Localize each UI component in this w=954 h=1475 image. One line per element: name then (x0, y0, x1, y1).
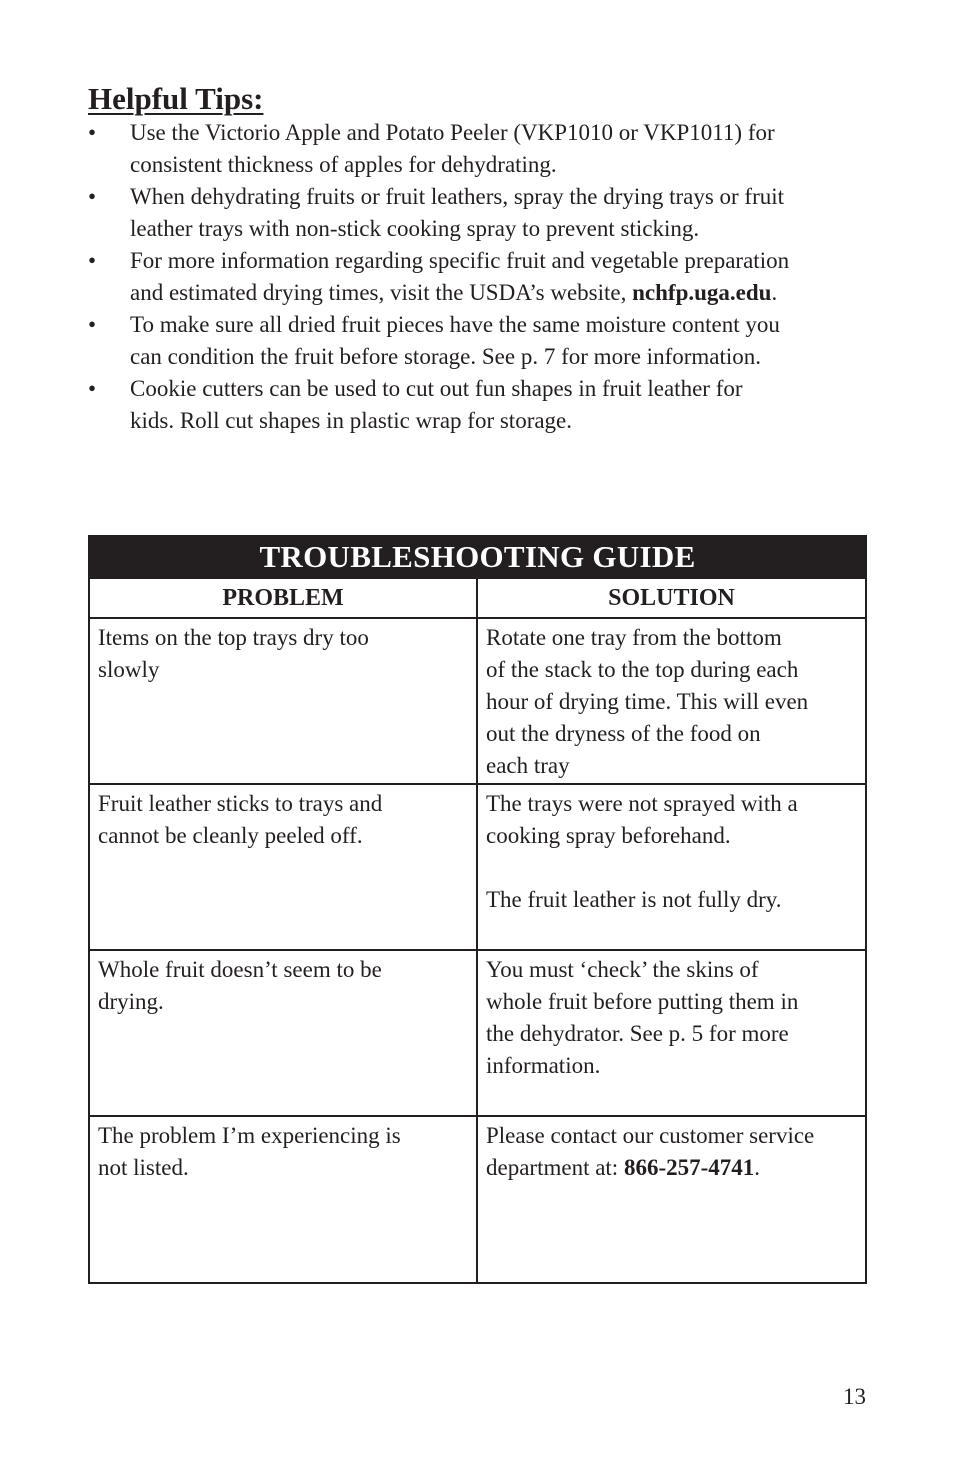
troubleshooting-guide-title: TROUBLESHOOTING GUIDE (90, 535, 865, 579)
solution-column-header: SOLUTION (478, 579, 865, 619)
problem-cell (90, 951, 478, 1117)
cell-text-line: the dehydrator. See p. 5 for more (486, 1021, 789, 1046)
bullet-icon: • (88, 312, 97, 337)
cell-text-line: You must ‘check’ the skins of (486, 957, 759, 982)
usda-website-link[interactable]: nchfp.uga.edu (632, 280, 772, 305)
tip-text-line: To make sure all dried fruit pieces have the same moisture content you (130, 312, 780, 337)
solution-cell (478, 785, 865, 951)
solution-cell (478, 619, 865, 785)
cell-text-line: cooking spray beforehand. (486, 823, 731, 848)
cell-text-line: not listed. (98, 1155, 189, 1180)
cell-text-line: drying. (98, 989, 164, 1014)
tip-item (88, 117, 878, 181)
problem-cell (90, 619, 478, 785)
troubleshooting-guide-table (88, 535, 867, 1284)
tip-text-line: leather trays with non-stick cooking spray to prevent sticking. (130, 216, 700, 241)
cell-text-line: department at: (486, 1155, 624, 1180)
tip-text-line: can condition the fruit before storage. See p. 7 for more information. (130, 344, 762, 369)
bullet-icon: • (88, 376, 97, 401)
tip-item (88, 181, 878, 245)
problem-cell (90, 1117, 478, 1282)
tip-item (88, 373, 878, 437)
cell-text-line: cannot be cleanly peeled off. (98, 823, 363, 848)
customer-service-phone: 866-257-4741 (623, 1155, 755, 1180)
cell-text-line: Please contact our customer service (486, 1123, 815, 1148)
cell-text-line: Rotate one tray from the bottom (486, 625, 782, 650)
tip-text-line: kids. Roll cut shapes in plastic wrap for storage. (130, 408, 573, 433)
cell-text-line: The fruit leather is not fully dry. (486, 887, 782, 912)
tip-item (88, 245, 878, 309)
cell-text-line: information. (486, 1053, 601, 1078)
cell-text-line: Whole fruit doesn’t seem to be (98, 957, 382, 982)
problem-cell (90, 785, 478, 951)
tip-item (88, 309, 878, 373)
cell-text-line: Fruit leather sticks to trays and (98, 791, 383, 816)
problem-column-header: PROBLEM (90, 579, 478, 619)
cell-text-line: The trays were not sprayed with a (486, 791, 798, 816)
helpful-tips-list (88, 117, 878, 437)
tip-text-punct: . (771, 280, 778, 305)
tip-text-line: and estimated drying times, visit the USDA’s website, (130, 280, 633, 305)
solution-cell (478, 1117, 865, 1282)
cell-text-line: of the stack to the top during each (486, 657, 799, 682)
solution-cell (478, 951, 865, 1117)
helpful-tips-heading: Helpful Tips: (88, 81, 264, 116)
tip-text-line: For more information regarding specific fruit and vegetable preparation (130, 248, 790, 273)
cell-text-line: each tray (486, 753, 570, 778)
tip-text-line: consistent thickness of apples for dehydrating. (130, 152, 557, 177)
cell-text-line: whole fruit before putting them in (486, 989, 799, 1014)
bullet-icon: • (88, 184, 97, 209)
page-number: 13 (843, 1384, 866, 1409)
cell-text-line: Items on the top trays dry too (98, 625, 369, 650)
cell-text-line: out the dryness of the food on (486, 721, 761, 746)
cell-text-line: slowly (98, 657, 160, 682)
cell-text-line: hour of drying time. This will even (486, 689, 809, 714)
cell-text-line: The problem I’m experiencing is (98, 1123, 401, 1148)
cell-text-punct: . (754, 1155, 761, 1180)
bullet-icon: • (88, 248, 97, 273)
tip-text-line: Cookie cutters can be used to cut out fun shapes in fruit leather for (130, 376, 743, 401)
tip-text-line: When dehydrating fruits or fruit leathers, spray the drying trays or fruit (130, 184, 785, 209)
tip-text-line: Use the Victorio Apple and Potato Peeler (VKP1010 or VKP1011) for (130, 120, 775, 145)
bullet-icon: • (88, 120, 97, 145)
